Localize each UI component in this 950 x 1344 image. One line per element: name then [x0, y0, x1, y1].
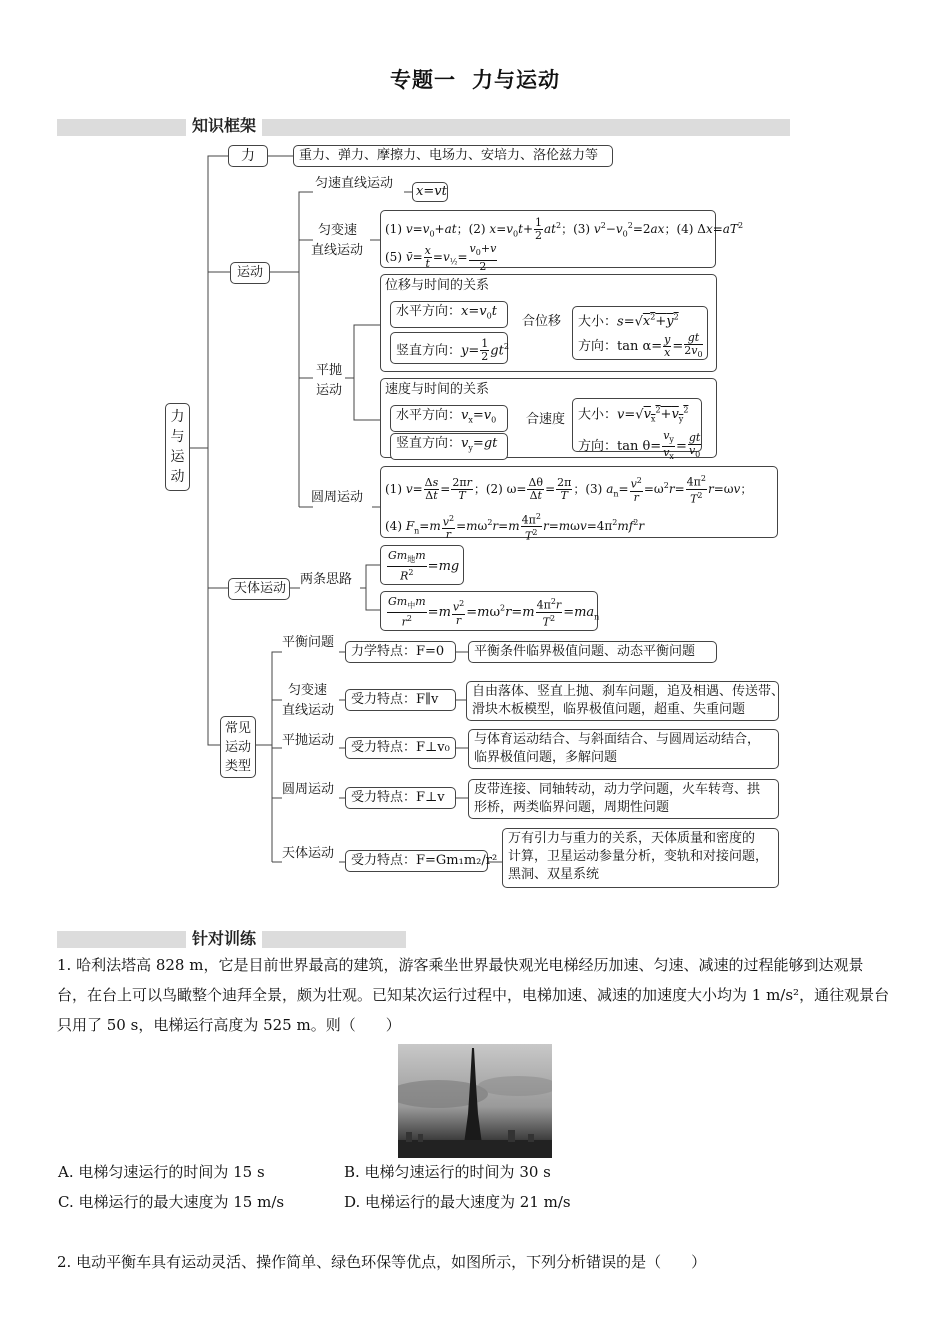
velocity-title: 速度与时间的关系 — [385, 382, 490, 397]
types-node: 常见 运动 类型 — [220, 716, 256, 778]
option-b: B. 电梯匀速运行的时间为 30 s — [344, 1163, 551, 1181]
accel-label-1: 匀变速 — [318, 223, 358, 238]
circular-formulas: (1) v= $\frac{\Delta s}{\Delta t}$ = $\frac{2\pi r}{T}$ ；(2) ω= $\frac{\Delta\theta}{\Delta t}$ = $\frac{2\pi}{T}$ ；(3) $a_n=$ $\frac{v^2}{r}$ $=\omega^2r=$ $\frac{4\pi^2}{T^2}$ r=ωv； (4) $F_n=m$ $\frac{v^2}{r}$ $=m\omega^2r=m$ $\frac{4\pi^2}{T^2}$ $r=m\omega v=4\pi^2mf^2r$ — [380, 466, 778, 538]
disp-combine: 合位移 — [522, 314, 562, 329]
vel-result: 大小：$v=√v_x^2+v_y^2$ 方向：tan θ= $\frac{v_y}{v_x}$ = $\frac{gt}{v_0}$ — [572, 398, 702, 452]
force-list: 重力、弹力、摩擦力、电场力、安培力、洛伦兹力等 — [293, 145, 613, 167]
option-a: A. 电梯匀速运行的时间为 15 s — [58, 1163, 265, 1181]
type-label-equilibrium: 平衡问题 — [282, 635, 335, 650]
motion-node: 运动 — [230, 262, 270, 284]
type-label-celestial: 天体运动 — [282, 846, 335, 861]
accel-label-2: 直线运动 — [311, 243, 364, 258]
page-title: 专题一 力与运动 — [390, 68, 560, 92]
type-desc-celestial: 万有引力与重力的关系，天体质量和密度的 计算，卫星运动参量分析，变轨和对接问题， 黑洞、双星系统 — [502, 828, 779, 888]
vel-vertical: 竖直方向：$v_y=gt$ — [390, 433, 508, 460]
type-feature-projectile: 受力特点：F⊥v₀ — [345, 737, 456, 759]
question-1-text: 1. 哈利法塔高 828 m，它是目前世界最高的建筑，游客乘坐世界最快观光电梯经历加速、匀速、减速的过程能够到达观景台，在台上可以鸟瞰整个迪拜全景，颇为壮观。已知某次运行过程中，电梯加速、减速的加速度大小均为 1 m/s²，通往观景台只用了 50 s，电梯运行高度为 525 m。则（ ） — [57, 956, 890, 1034]
section-title-framework: 知识框架 — [186, 116, 262, 136]
vel-combine: 合速度 — [526, 412, 566, 427]
type-desc-equilibrium: 平衡条件临界极值问题、动态平衡问题 — [468, 641, 717, 663]
projectile-label-1: 平抛 — [316, 363, 343, 378]
tower-silhouette — [398, 1044, 552, 1158]
celestial-formula-2: $\frac{Gm_中m}{r^2}$ =m $\frac{v^2}{r}$ $=m\omega^2r=m$ $\frac{4\pi^2r}{T^2}$ $=ma_n$ — [380, 591, 598, 631]
projectile-label-2: 运动 — [316, 383, 343, 398]
type-desc-projectile: 与体育运动结合、与斜面结合、与圆周运动结合， 临界极值问题，多解问题 — [468, 729, 779, 769]
disp-result: 大小：$s=√x^2+y^2$ 方向：tan α= $\frac{y}{x}$ = $\frac{gt}{2v_0}$ — [572, 306, 708, 360]
circular-label: 圆周运动 — [311, 490, 364, 505]
celestial-node: 天体运动 — [228, 578, 290, 600]
uniform-label: 匀速直线运动 — [315, 176, 394, 191]
type-feature-equilibrium: 力学特点：F=0 — [345, 641, 456, 663]
celestial-formula-1: $\frac{Gm_地m}{R^2}$ =mg — [380, 545, 464, 585]
accel-formulas: (1) $v=v_0+at$；(2) $x=v_0t+$ $\frac{1}{2}$ $at^2$；(3) $v^2-v_0^2=2ax$；(4) $\Delta x=aT^2$ (5) v̄= $\frac{x}{t}$ $=v_{\frac{1}{2}}=$ $\frac{v_0+v}{2}$ — [380, 210, 716, 268]
force-node: 力 — [228, 145, 268, 167]
celestial-label: 两条思路 — [300, 572, 353, 587]
displacement-title: 位移与时间的关系 — [385, 278, 490, 293]
option-d: D. 电梯运行的最大速度为 21 m/s — [344, 1193, 571, 1211]
type-desc-accel: 自由落体、竖直上抛、刹车问题，追及相遇、传送带、 滑块木板模型，临界极值问题，超重、失重问题 — [466, 681, 779, 721]
disp-vertical: 竖直方向：y= $\frac{1}{2}$ $gt^2$ — [390, 332, 508, 364]
section-title-training: 针对训练 — [186, 929, 262, 949]
question-2-text: 2. 电动平衡车具有运动灵活、操作简单、绿色环保等优点，如图所示，下列分析错误的是（ ） — [57, 1253, 707, 1271]
type-feature-celestial: 受力特点：F=Gm₁m₂/r² — [345, 850, 488, 872]
type-feature-circular: 受力特点：F⊥v — [345, 787, 456, 809]
type-label-projectile: 平抛运动 — [282, 733, 335, 748]
disp-horizontal: 水平方向：$x=v_0t$ — [390, 301, 508, 328]
tower-photo — [398, 1044, 552, 1158]
type-label-accel-1: 匀变速 — [288, 683, 328, 698]
vel-horizontal: 水平方向：$v_x=v_0$ — [390, 405, 508, 432]
type-label-circular: 圆周运动 — [282, 782, 335, 797]
type-label-accel-2: 直线运动 — [282, 703, 335, 718]
root-node: 力 与 运 动 — [165, 403, 190, 491]
option-c: C. 电梯运行的最大速度为 15 m/s — [58, 1193, 285, 1211]
type-desc-circular: 皮带连接、同轴转动，动力学问题，火车转弯、拱 形桥，两类临界问题，周期性问题 — [468, 779, 779, 819]
type-feature-accel: 受力特点：F∥v — [345, 689, 456, 711]
uniform-formula: x=vt — [412, 182, 448, 202]
